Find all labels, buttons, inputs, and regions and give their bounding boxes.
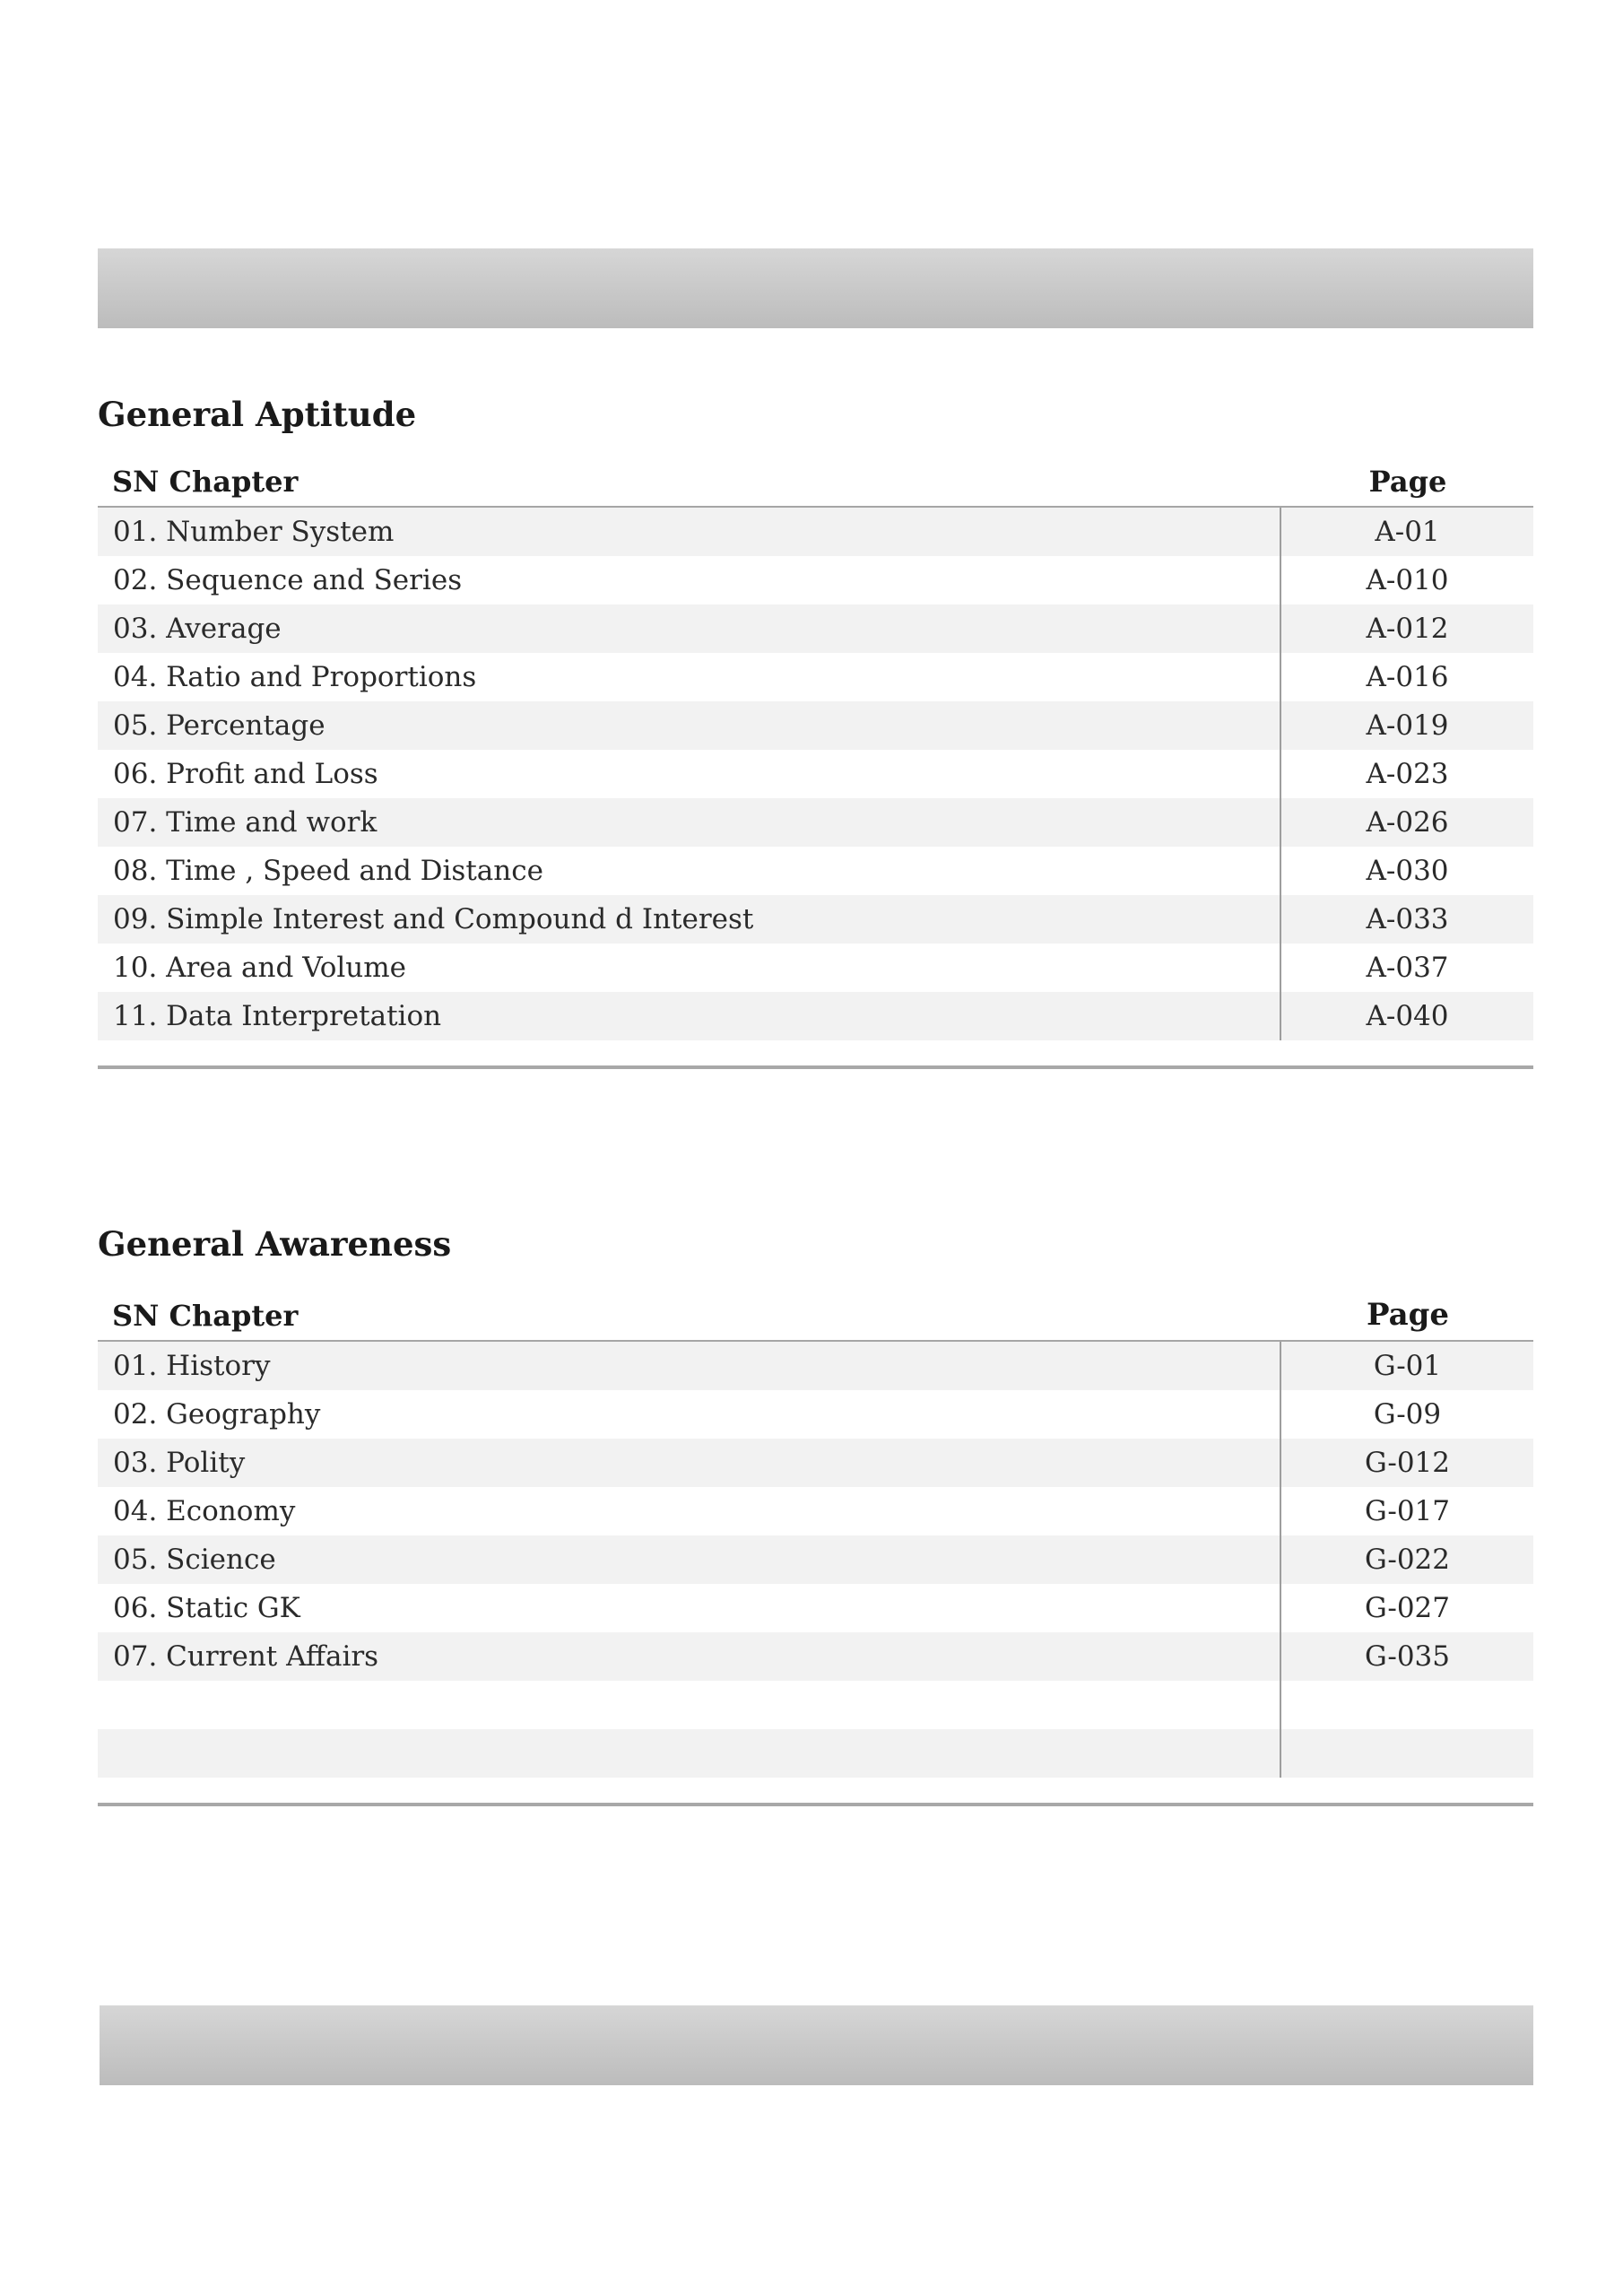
table-row	[98, 508, 1533, 556]
table-body	[98, 1342, 1533, 1778]
chapter-cell: 07. Current Affairs	[98, 1632, 1281, 1681]
page-cell: A-012	[1366, 613, 1449, 645]
page-cell: G-022	[1365, 1544, 1450, 1576]
table-row	[98, 798, 1533, 847]
page-cell: G-027	[1365, 1592, 1450, 1624]
table-row-empty	[98, 1681, 1533, 1729]
table-row	[98, 750, 1533, 798]
page-cell: G-01	[1373, 1350, 1442, 1382]
chapter-cell: 02. Geography	[98, 1390, 1281, 1439]
page-cell	[1281, 1729, 1533, 1778]
table-header	[98, 459, 1533, 508]
table-row	[98, 944, 1533, 992]
page-cell: A-019	[1366, 709, 1449, 742]
page-cell: A-016	[1366, 661, 1449, 693]
table-row	[98, 1584, 1533, 1632]
chapter-cell: 06. Static GK	[98, 1584, 1281, 1632]
chapter-cell: 01. History	[98, 1342, 1281, 1390]
table-body	[98, 508, 1533, 1040]
table-bottom-rule	[98, 1040, 1533, 1069]
table-row-empty	[98, 1729, 1533, 1778]
table-row	[98, 1342, 1533, 1390]
page-cell: A-023	[1366, 758, 1449, 790]
page-cell: A-01	[1375, 516, 1440, 548]
section-title: General Aptitude	[98, 395, 417, 434]
chapter-cell: 07. Time and work	[98, 798, 1281, 847]
table-row	[98, 847, 1533, 895]
header-chapter: SN Chapter	[112, 465, 299, 499]
page-cell: A-026	[1366, 806, 1449, 839]
header-band	[98, 248, 1533, 328]
chapter-cell: 04. Economy	[98, 1487, 1281, 1535]
header-page: Page	[1366, 1297, 1450, 1333]
chapter-cell: 02. Sequence and Series	[98, 556, 1281, 604]
chapter-cell: 05. Percentage	[98, 701, 1281, 750]
footer-band	[100, 2005, 1533, 2085]
table-row	[98, 1487, 1533, 1535]
chapter-cell	[98, 1729, 1281, 1778]
page-cell: G-035	[1365, 1640, 1450, 1673]
chapter-cell	[98, 1681, 1281, 1729]
page-cell: A-010	[1366, 564, 1449, 596]
table-header	[98, 1293, 1533, 1342]
table-row	[98, 604, 1533, 653]
header-chapter: SN Chapter	[112, 1299, 299, 1333]
chapter-cell: 11. Data Interpretation	[98, 992, 1281, 1040]
chapter-cell: 10. Area and Volume	[98, 944, 1281, 992]
page-cell: A-040	[1366, 1000, 1449, 1032]
chapter-cell: 03. Average	[98, 604, 1281, 653]
page-cell	[1281, 1681, 1533, 1729]
toc-table-awareness	[98, 1293, 1533, 1806]
table-row	[98, 992, 1533, 1040]
section-title: General Awareness	[98, 1224, 452, 1264]
page-cell: A-037	[1366, 952, 1449, 984]
table-row	[98, 1439, 1533, 1487]
page-cell: G-09	[1373, 1398, 1442, 1431]
page-cell: G-017	[1365, 1495, 1450, 1527]
chapter-cell: 01. Number System	[98, 508, 1281, 556]
header-page: Page	[1368, 465, 1447, 499]
table-bottom-rule	[98, 1778, 1533, 1806]
table-row	[98, 556, 1533, 604]
page-cell: A-030	[1366, 855, 1449, 887]
chapter-cell: 06. Profit and Loss	[98, 750, 1281, 798]
chapter-cell: 05. Science	[98, 1535, 1281, 1584]
page-cell: G-012	[1365, 1447, 1450, 1479]
chapter-cell: 04. Ratio and Proportions	[98, 653, 1281, 701]
chapter-cell: 09. Simple Interest and Compound d Interest	[98, 895, 1281, 944]
table-row	[98, 1390, 1533, 1439]
table-row	[98, 1632, 1533, 1681]
table-row	[98, 701, 1533, 750]
toc-table-aptitude	[98, 459, 1533, 1069]
chapter-cell: 03. Polity	[98, 1439, 1281, 1487]
chapter-cell: 08. Time , Speed and Distance	[98, 847, 1281, 895]
table-row	[98, 1535, 1533, 1584]
page-cell: A-033	[1366, 903, 1449, 935]
table-row	[98, 653, 1533, 701]
table-row	[98, 895, 1533, 944]
